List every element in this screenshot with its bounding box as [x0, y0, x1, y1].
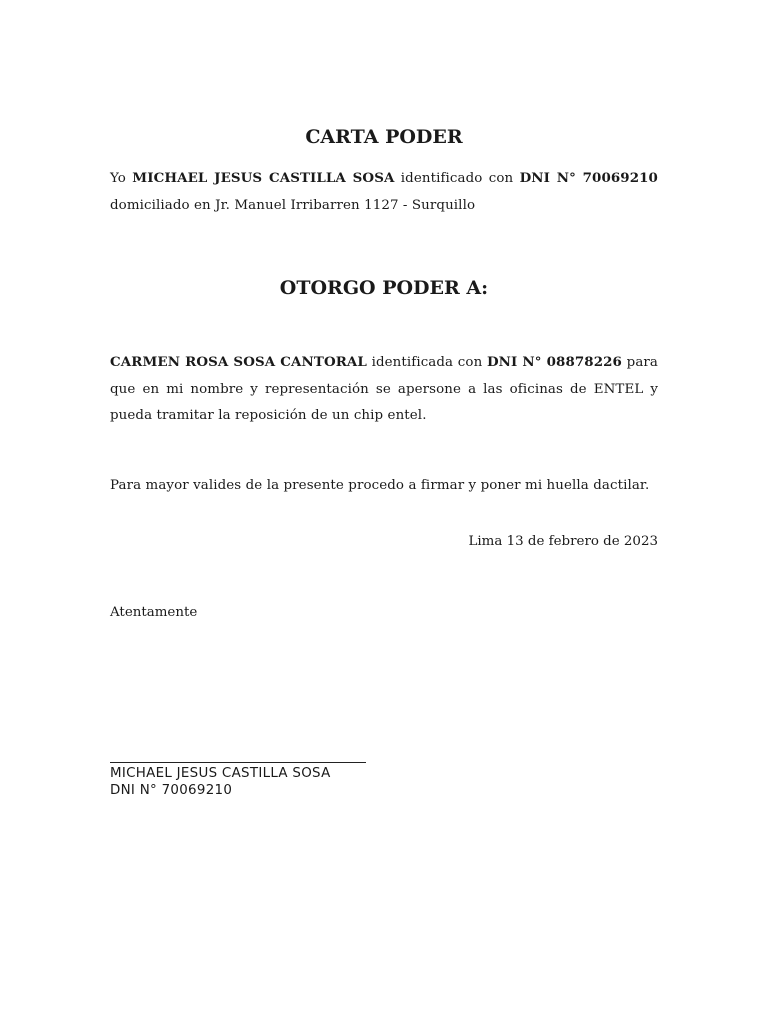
date-line: Lima 13 de febrero de 2023 — [468, 534, 658, 549]
signature-line — [110, 762, 366, 763]
closing-text: Atentamente — [110, 605, 198, 620]
validity-paragraph: Para mayor valides de la presente procedo a firmar y poner mi huella dactilar. — [110, 478, 650, 493]
signature-dni: DNI N° 70069210 — [110, 783, 233, 798]
grantee-paragraph — [110, 349, 658, 430]
section-heading: OTORGO PODER A: — [279, 277, 489, 299]
grantee-purpose: para que en mi nombre y representación se apersone a las oficinas de ENTEL y pueda tramitar la reposición de un chip entel. — [110, 355, 658, 423]
grantor-address: domiciliado en Jr. Manuel Irribarren 1127 - Surquillo — [110, 197, 476, 213]
grantor-paragraph — [110, 165, 658, 219]
grantor-dni: DNI N° 70069210 — [519, 170, 658, 186]
grantee-name: CARMEN ROSA SOSA CANTORAL — [110, 354, 367, 370]
signature-name: MICHAEL JESUS CASTILLA SOSA — [110, 766, 331, 781]
grantor-name: MICHAEL JESUS CASTILLA SOSA — [132, 170, 395, 186]
document-title: CARTA PODER — [305, 126, 463, 148]
grantor-text-1: Yo — [110, 171, 133, 186]
grantee-text-1: identificada con — [366, 355, 487, 370]
grantee-dni: DNI N° 08878226 — [486, 354, 622, 370]
grantor-text-2: identificado con — [394, 171, 520, 186]
